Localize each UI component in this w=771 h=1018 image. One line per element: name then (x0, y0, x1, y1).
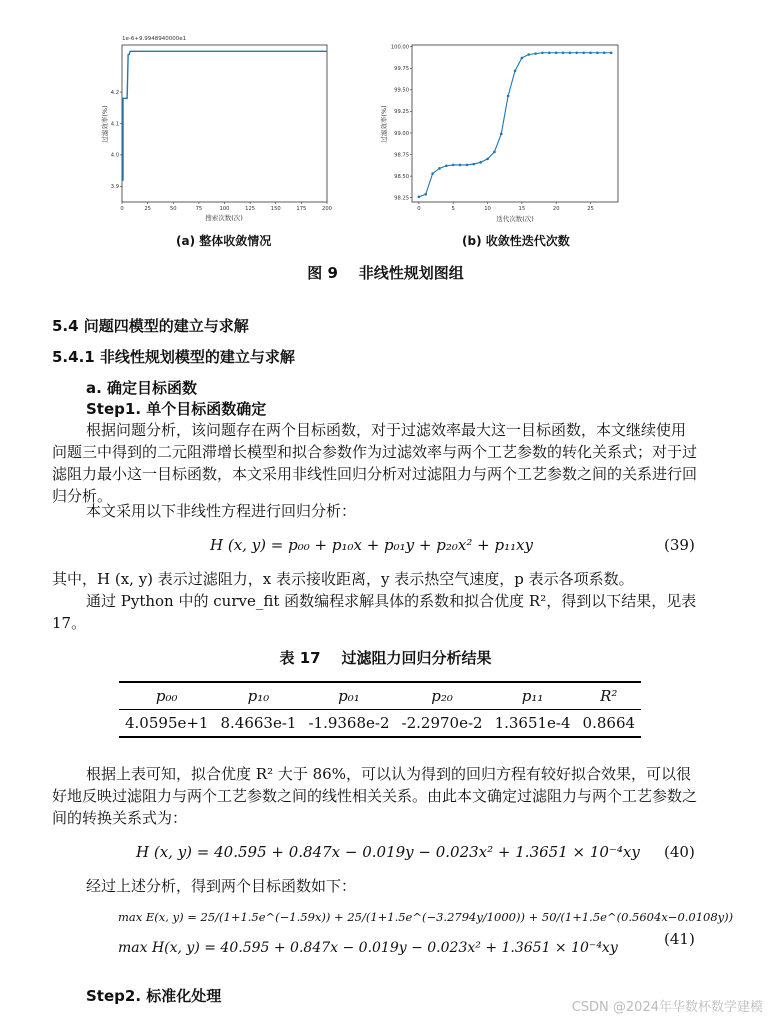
chart-a-series-line (122, 51, 327, 180)
table-cell: 1.3651e-4 (494, 714, 571, 732)
table-cell: -1.9368e-2 (308, 714, 390, 732)
y-tick-label: 4.1 (110, 121, 119, 128)
chart-a-offset-label: 1e-6+9.9948940000e1 (122, 36, 187, 42)
step1-heading: Step1. 单个目标函数确定 (86, 400, 267, 418)
table-header-cell: R² (577, 683, 642, 710)
x-tick-label: 25 (144, 206, 151, 212)
data-point (589, 51, 592, 54)
table-header-cell: p₁₀ (214, 683, 302, 710)
table-cell: -2.2970e-2 (401, 714, 483, 732)
chart-a-caption: (a) 整体收敛情况 (176, 234, 272, 248)
section-title: 5.4 问题四模型的建立与求解 (52, 317, 249, 335)
equation-41-line-1: max E(x, y) = 25/(1+1.5e^(−1.59x)) + 25/(1+1.5e^(−3.2794y/1000)) + 50/(1+1.5e^(0.5604x−0.0108y)) (118, 910, 734, 924)
data-point (507, 95, 510, 98)
table-row (119, 710, 641, 737)
x-tick-label: 20 (552, 206, 560, 212)
chart-a-frame (122, 45, 327, 202)
data-point (541, 51, 544, 54)
data-point (418, 196, 421, 199)
x-tick-label: 200 (322, 206, 332, 212)
chart-b (378, 28, 638, 225)
table-cell: 8.4663e-1 (220, 714, 297, 732)
chart-b-xlabel: 迭代次数(次) (496, 215, 534, 223)
data-point (452, 164, 455, 167)
data-point (521, 57, 524, 60)
data-point (459, 164, 462, 167)
x-tick-label: 0 (120, 206, 124, 212)
y-tick-label: 99.50 (394, 87, 409, 94)
equation-39-number: (39) (664, 536, 695, 554)
data-point (479, 161, 482, 164)
table-header-cell: p₀₁ (302, 683, 395, 710)
data-point (562, 51, 565, 54)
equation-40-number: (40) (664, 843, 695, 861)
data-point (555, 51, 558, 54)
chart-a (100, 28, 340, 223)
paragraph-4: 通过 Python 中的 curve_fit 函数编程求解具体的系数和拟合优度 R²，得到以下结果，见表 17。 (52, 592, 697, 632)
data-point (569, 51, 572, 54)
chart-a-xlabel: 搜索次数(次) (205, 214, 243, 222)
data-point (424, 193, 427, 196)
equation-41-number: (41) (664, 930, 695, 948)
x-tick-label: 15 (518, 206, 526, 212)
data-point (431, 172, 434, 175)
equation-39: H (x, y) = p₀₀ + p₁₀x + p₀₁y + p₂₀x² + p₁₁xy (210, 536, 534, 554)
step2-heading: Step2. 标准化处理 (86, 987, 222, 1005)
subsection-title: 5.4.1 非线性规划模型的建立与求解 (52, 348, 295, 366)
x-tick-label: 0 (417, 206, 421, 212)
table-cell: 4.0595e+1 (125, 714, 209, 732)
data-point (527, 53, 530, 56)
data-point (445, 164, 448, 167)
chart-b-ylabel: 过滤效率(%) (380, 105, 388, 143)
data-point (603, 51, 606, 54)
table-header-row (119, 683, 641, 710)
equation-41-line-2: max H(x, y) = 40.595 + 0.847x − 0.019y − 0.023x² + 1.3651 × 10⁻⁴xy (118, 940, 618, 956)
data-point (596, 51, 599, 54)
x-tick-label: 5 (451, 206, 455, 212)
table-title: 表 17 过滤阻力回归分析结果 (279, 649, 492, 667)
x-tick-label: 10 (484, 206, 491, 212)
y-tick-label: 3.9 (110, 184, 119, 191)
data-point (500, 133, 503, 136)
table-header-cell: p₁₁ (489, 683, 577, 710)
data-point (438, 167, 441, 170)
chart-b-frame (412, 45, 618, 202)
figure-title: 图 9 非线性规划图组 (307, 264, 464, 282)
y-tick-label: 4.2 (110, 89, 119, 96)
paragraph-5: 根据上表可知，拟合优度 R² 大于 86%，可以认为得到的回归方程有较好拟合效果，可以很好地反映过滤阻力与两个工艺参数之间的线性相关关系。由此本文确定过滤阻力与两个工艺参数之间的转换关系式为： (52, 765, 698, 827)
data-point (548, 51, 551, 54)
data-point (610, 51, 613, 54)
y-tick-label: 100.00 (390, 44, 409, 51)
y-tick-label: 98.50 (394, 173, 409, 180)
x-tick-label: 100 (219, 206, 230, 212)
paragraph-6: 经过上述分析，得到两个目标函数如下： (86, 877, 357, 895)
paragraph-3: 其中，H (x, y) 表示过滤阻力，x 表示接收距离，y 表示热空气速度，p 表示各项系数。 (52, 570, 634, 588)
x-tick-label: 150 (270, 206, 281, 212)
data-point (514, 70, 517, 73)
paragraph-2: 本文采用以下非线性方程进行回归分析： (86, 502, 357, 520)
data-point (534, 52, 537, 55)
results-table-wrap (119, 681, 641, 738)
table-header-cell: p₂₀ (396, 683, 489, 710)
chart-a-ylabel: 过滤效率(%) (101, 105, 109, 143)
data-point (582, 51, 585, 54)
data-point (466, 164, 469, 167)
x-tick-label: 75 (195, 206, 203, 212)
x-tick-label: 25 (587, 206, 594, 212)
data-point (473, 163, 476, 166)
equation-40: H (x, y) = 40.595 + 0.847x − 0.019y − 0.023x² + 1.3651 × 10⁻⁴xy (136, 843, 640, 861)
x-tick-label: 175 (296, 206, 307, 212)
y-tick-label: 99.00 (394, 130, 409, 137)
chart-b-series-line (419, 53, 611, 197)
x-tick-label: 50 (169, 206, 177, 212)
data-point (493, 151, 496, 154)
data-point (576, 51, 579, 54)
results-table (119, 683, 641, 736)
y-tick-label: 4.0 (110, 152, 119, 159)
x-tick-label: 125 (245, 206, 256, 212)
data-point (486, 158, 489, 161)
chart-b-caption: (b) 收敛性迭代次数 (462, 234, 570, 248)
y-tick-label: 99.75 (394, 66, 409, 73)
item-a-heading: a. 确定目标函数 (86, 379, 198, 397)
watermark: CSDN @2024年华数杯数学建模 (571, 1000, 763, 1015)
y-tick-label: 98.75 (394, 152, 409, 159)
y-tick-label: 98.25 (394, 195, 409, 202)
table-cell: 0.8664 (582, 714, 636, 732)
paragraph-1: 根据问题分析，该问题存在两个目标函数，对于过滤效率最大这一目标函数，本文继续使用问题三中得到的二元阻滞增长模型和拟合参数作为过滤效率与两个工艺参数的转化关系式；对于过滤阻力最小这一目标函数，本文采用非线性回归分析对过滤阻力与两个工艺参数之间的关系进行回归分析。 (52, 421, 698, 505)
table-header-cell: p₀₀ (119, 683, 214, 710)
y-tick-label: 99.25 (394, 109, 409, 116)
